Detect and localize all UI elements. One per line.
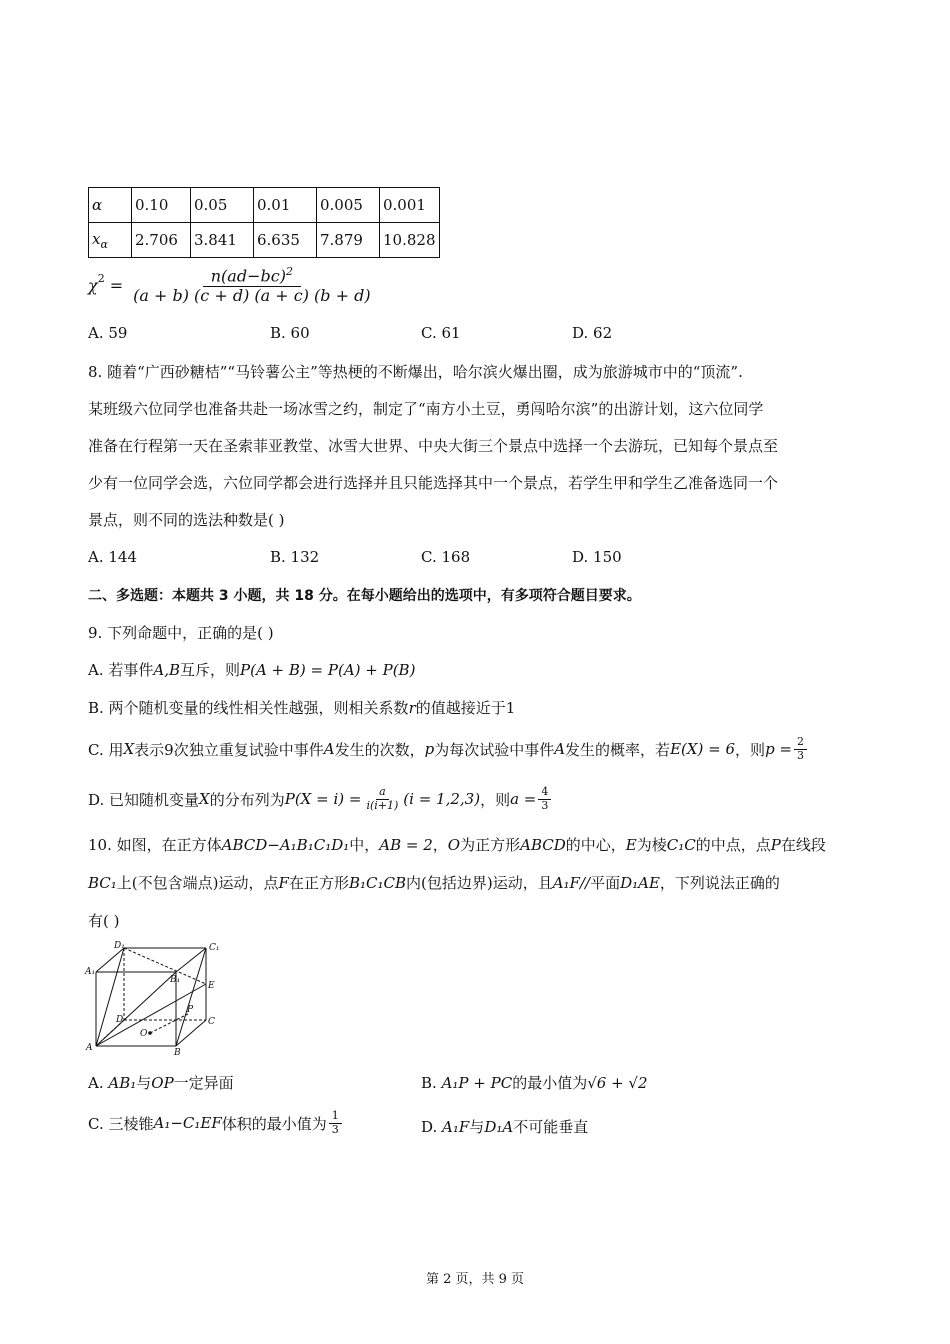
q8-line-5: 景点，则不同的选法种数是( ): [88, 511, 285, 529]
q8-option-a: A. 144: [88, 548, 137, 566]
section-heading: 二、多选题：本题共 3 小题，共 18 分。在每小题给出的选项中，有多项符合题目要求。: [88, 588, 641, 604]
label-c: C: [208, 1017, 215, 1027]
q8-option-b: B. 132: [270, 548, 320, 566]
table-cell: 0.005: [317, 188, 380, 223]
q8-option-c: C. 168: [421, 548, 471, 566]
table-cell: 6.635: [254, 223, 317, 258]
table-cell: 2.706: [132, 223, 191, 258]
label-a: A: [86, 1043, 93, 1053]
label-b1: B₁: [170, 975, 181, 985]
q9-option-c: C. 用 X 表示9次独立重复试验中事件 A 发生的次数， p 为每次试验中事件 A 发生的概率，若 E(X) = 6 ，则 p = $\frac{2}{3}$: [88, 736, 809, 762]
q9-option-d: D. 已知随机变量 X 的分布列为 P(X = i) = $\frac{a}{i(i+1)}$ (i = 1,2,3) ，则 a = $\frac{4}{3}$: [88, 786, 553, 812]
label-p: P: [187, 1005, 194, 1015]
table-cell: 0.10: [132, 188, 191, 223]
q9-option-a: A. 若事件A,B互斥，则P(A + B) = P(A) + P(B): [88, 661, 416, 679]
q10-line-3: 有( ): [88, 912, 120, 930]
table-row: [89, 223, 440, 258]
q10-line-2: BC₁上(不包含端点)运动，点F在正方形B₁C₁CB内(包括边界)运动，且A₁F//平面D₁AE，下列说法正确的: [88, 874, 780, 892]
q8-line-2: 某班级六位同学也准备共赴一场冰雪之约，制定了“南方小土豆，勇闯哈尔滨”的出游计划，这六位同学: [88, 400, 764, 418]
label-a1: A₁: [85, 967, 96, 977]
q7-option-a: A. 59: [88, 324, 128, 342]
table-cell: 0.001: [380, 188, 440, 223]
label-c1: C₁: [209, 943, 220, 953]
q7-option-c: C. 61: [421, 324, 461, 342]
table-cell: 10.828: [380, 223, 440, 258]
table-cell: 0.01: [254, 188, 317, 223]
q10-option-a: A. AB₁与OP一定异面: [88, 1074, 234, 1092]
q9-option-b: B. 两个随机变量的线性相关性越强，则相关系数r的值越接近于1: [88, 699, 516, 717]
label-d1: D₁: [114, 941, 125, 951]
table-cell: 0.05: [191, 188, 254, 223]
label-o: O: [140, 1029, 148, 1039]
label-d: D: [116, 1015, 124, 1025]
q8-line-1: 8. 随着“广西砂糖桔”“马铃薯公主”等热梗的不断爆出，哈尔滨火爆出圈，成为旅游城市中的“顶流”.: [88, 363, 743, 381]
page-footer: 第 2 页，共 9 页: [425, 1272, 525, 1287]
label-b: B: [174, 1048, 181, 1058]
chi-square-formula: χ $^2$ = $\frac{n(ad-bc)^2}{(a + b) (c + d) (a + c) (b + d)}$: [88, 266, 376, 305]
q7-option-b: B. 60: [270, 324, 310, 342]
cube-figure: [84, 938, 224, 1058]
q10-option-c: C. 三棱锥 A₁−C₁EF 体积的最小值为 $\frac{1}{3}$: [88, 1110, 344, 1136]
q8-line-3: 准备在行程第一天在圣索菲亚教堂、冰雪大世界、中央大街三个景点中选择一个去游玩，已知每个景点至: [88, 437, 779, 455]
q9-stem: 9. 下列命题中，正确的是( ): [88, 624, 274, 642]
table-cell: 7.879: [317, 223, 380, 258]
table-cell: 3.841: [191, 223, 254, 258]
q10-line-1: 10. 如图，在正方体ABCD−A₁B₁C₁D₁中，AB = 2，O为正方形ABCD的中心，E为棱C₁C的中点，点P在线段: [88, 836, 826, 854]
table-cell: α: [89, 188, 132, 223]
table-row: [89, 188, 440, 223]
label-e: E: [208, 981, 215, 991]
q10-option-b: B. A₁P + PC的最小值为√6 + √2: [421, 1074, 648, 1092]
q8-option-d: D. 150: [572, 548, 622, 566]
critical-value-table: [88, 187, 440, 258]
q7-option-d: D. 62: [572, 324, 613, 342]
formula-fraction: $\frac{n(ad-bc)^2}{(a + b) (c + d) (a + c) (b + d)}$: [133, 265, 371, 305]
table-cell: $x_\alpha$: [89, 223, 132, 258]
q8-line-4: 少有一位同学会选，六位同学都会进行选择并且只能选择其中一个景点，若学生甲和学生乙准备选同一个: [88, 474, 779, 492]
q10-option-d: D. A₁F与D₁A不可能垂直: [421, 1118, 589, 1136]
